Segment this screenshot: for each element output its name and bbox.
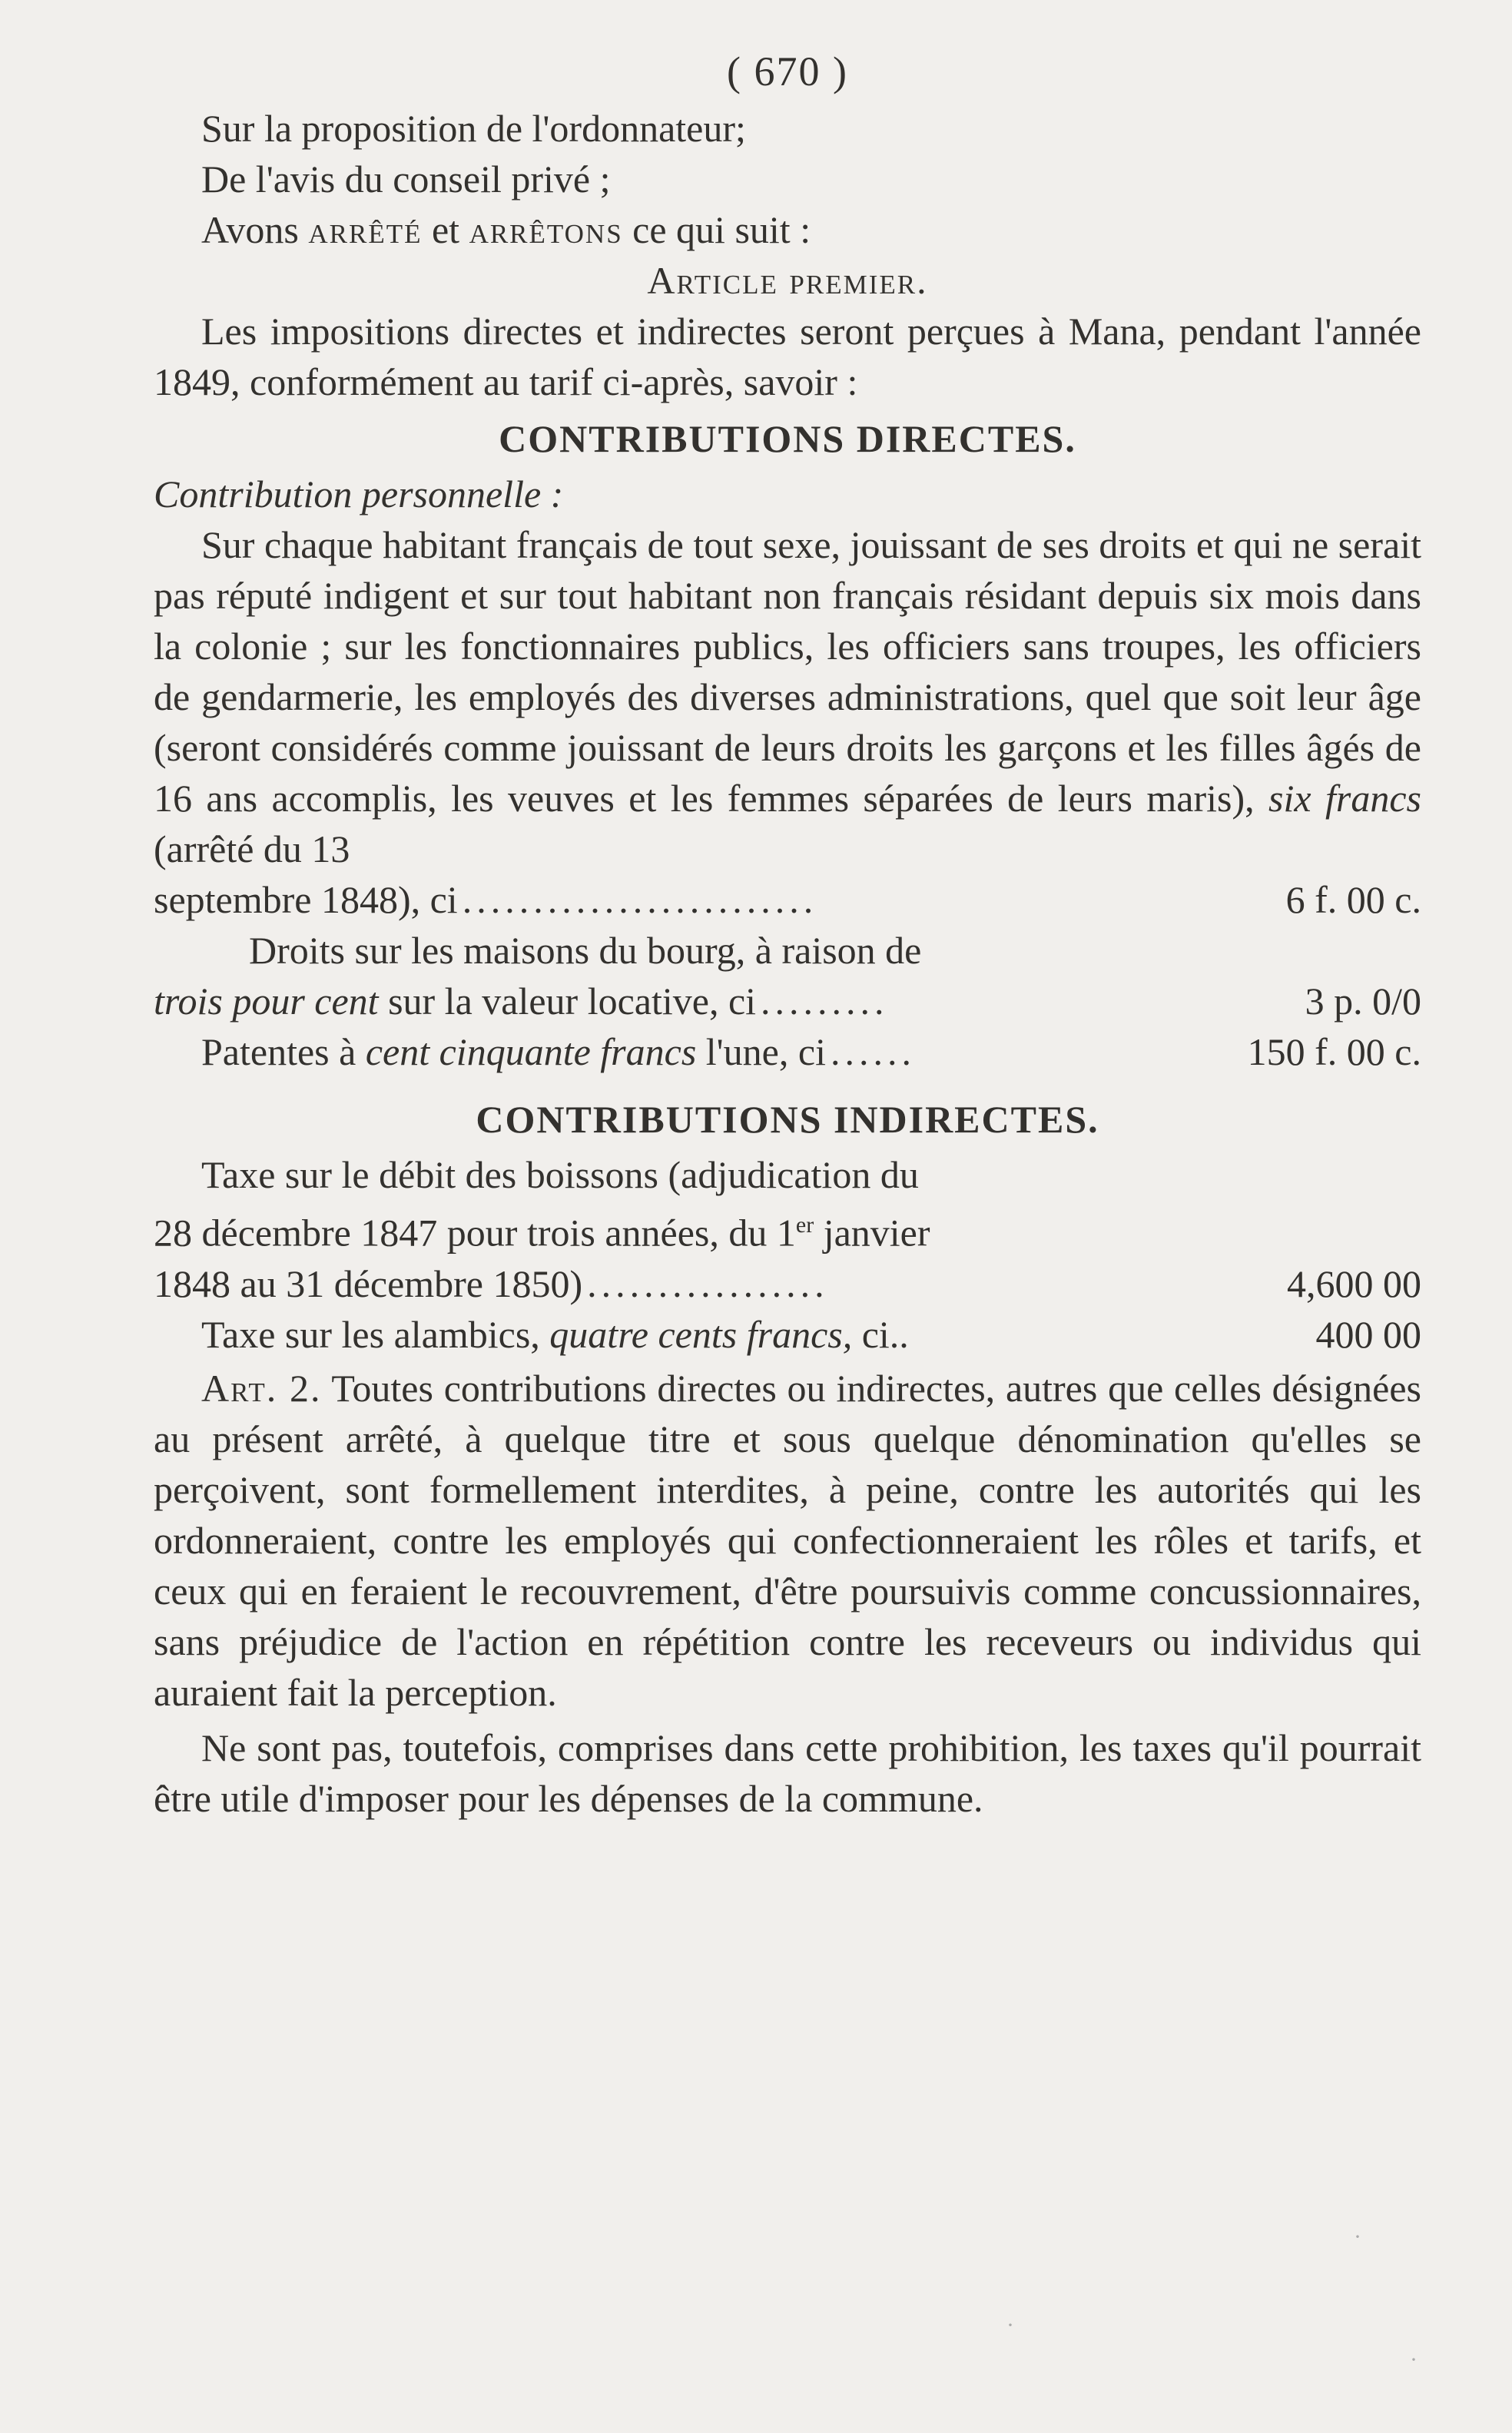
personnelle-last-line: septembre 1848), ci <box>154 878 458 921</box>
maisons-amount: 3 p. 0/0 <box>1305 979 1421 1023</box>
paper-speck: · <box>1410 2347 1418 2372</box>
boissons-superscript: er <box>795 1212 814 1238</box>
article-2-label: Art. 2. <box>201 1366 322 1410</box>
decree-pre: Avons <box>201 208 299 251</box>
personnelle-amount: 6 f. 00 c. <box>1285 878 1421 921</box>
boissons-line-2 <box>154 1200 1168 1258</box>
closing-paragraph: Ne sont pas, toutefois, comprises dans cette prohibition, les taxes qu'il pourrait être utile d'imposer pour les dépenses de la commune. <box>154 1725 1421 1820</box>
patentes-row <box>154 1026 1421 1077</box>
boissons-line: Taxe sur le débit des boissons (adjudication du <box>201 1153 919 1196</box>
leader-dots: ......................... <box>462 878 818 921</box>
boissons-janvier: janvier <box>814 1211 930 1255</box>
alambics-pre: Taxe sur les alambics, <box>201 1312 540 1356</box>
decree-word-arrete: arrêté <box>308 208 423 251</box>
intro-line: Sur la proposition de l'ordonnateur; <box>201 107 746 150</box>
maisons-line: Droits sur les maisons du bourg, à raison de <box>249 929 922 972</box>
patentes-post: l'une, ci <box>705 1030 826 1073</box>
page-number: ( 670 ) <box>727 48 848 94</box>
decree-post: ce qui suit : <box>632 208 811 251</box>
maisons-text: sur la valeur locative, ci <box>388 979 757 1023</box>
boissons-dates: 28 décembre 1847 pour trois années, du 1 <box>154 1211 796 1255</box>
boissons-amount: 4,600 00 <box>1287 1261 1421 1305</box>
leader-dots: ......... <box>761 979 889 1023</box>
leader-dots: ...... <box>830 1030 916 1073</box>
paper-speck: · <box>1006 2312 1014 2338</box>
page <box>154 46 1421 1824</box>
opening-paragraph: Les impositions directes et indirectes seront perçues à Mana, pendant l'année 1849, conformément au tarif ci-après, savoir : <box>154 310 1421 403</box>
personnelle-ref: (arrêté du 13 <box>154 827 350 870</box>
patentes-rate: cent cinquante francs <box>365 1030 697 1073</box>
leader-dots: ................. <box>587 1261 829 1305</box>
article-2-paragraph <box>154 1363 1421 1718</box>
intro-line: De l'avis du conseil privé ; <box>201 157 611 201</box>
personnelle-paragraph <box>154 519 1421 874</box>
personnelle-subheading: Contribution personnelle : <box>154 472 564 515</box>
maisons-rate: trois pour cent <box>154 979 379 1023</box>
article-2-text: Toutes contributions directes ou indirectes, autres que celles désignées au présent arrêté, à quelque titre et sous quelque dénomination qu'elles se perçoivent, sont formellement interdites, à peine, contre les autorités qui les ordonneraient, contre les employés qui confectionneraient les rôles et tarifs, et ceux qui en feraient le recouvrement, d'être poursuivis comme concussionnaires, sans préjudice de l'action en répétition contre les receveurs ou individus qui auraient fait la perception. <box>154 1366 1421 1714</box>
directes-heading: CONTRIBUTIONS DIRECTES. <box>499 417 1076 460</box>
personnelle-text: Sur chaque habitant français de tout sexe, jouissant de ses droits et qui ne serait pas réputé indigent et sur tout habitant non français résidant depuis six mois dans la colonie ; sur les fonctionnaires publics, les officiers sans troupes, les officiers de gendarmerie, les employés des diverses administrations, quel que soit leur âge (seront considérés comme jouissant de leurs droits les garçons et les filles âgés de 16 ans accomplis, les veuves et les femmes séparées de leurs maris), <box>154 523 1421 820</box>
patentes-pre: Patentes à <box>201 1030 356 1073</box>
patentes-amount: 150 f. 00 c. <box>1247 1030 1421 1073</box>
indirectes-heading: CONTRIBUTIONS INDIRECTES. <box>476 1098 1099 1141</box>
boissons-amount-row <box>154 1258 1421 1309</box>
decree-word-arretons: arrêtons <box>469 208 623 251</box>
maisons-amount-row <box>154 976 1421 1026</box>
alambics-rate: quatre cents francs, <box>549 1312 853 1356</box>
article-premier-heading: Article premier. <box>647 259 928 302</box>
boissons-last-line: 1848 au 31 décembre 1850) <box>154 1261 583 1305</box>
decree-line <box>154 204 1421 255</box>
alambics-row <box>154 1309 1421 1360</box>
personnelle-amount-row <box>154 874 1421 925</box>
alambics-post: ci.. <box>861 1312 909 1356</box>
personnelle-rate: six francs <box>1268 777 1421 820</box>
decree-mid: et <box>431 208 460 251</box>
alambics-amount: 400 00 <box>1315 1312 1421 1356</box>
paper-speck: · <box>1354 2224 1361 2249</box>
